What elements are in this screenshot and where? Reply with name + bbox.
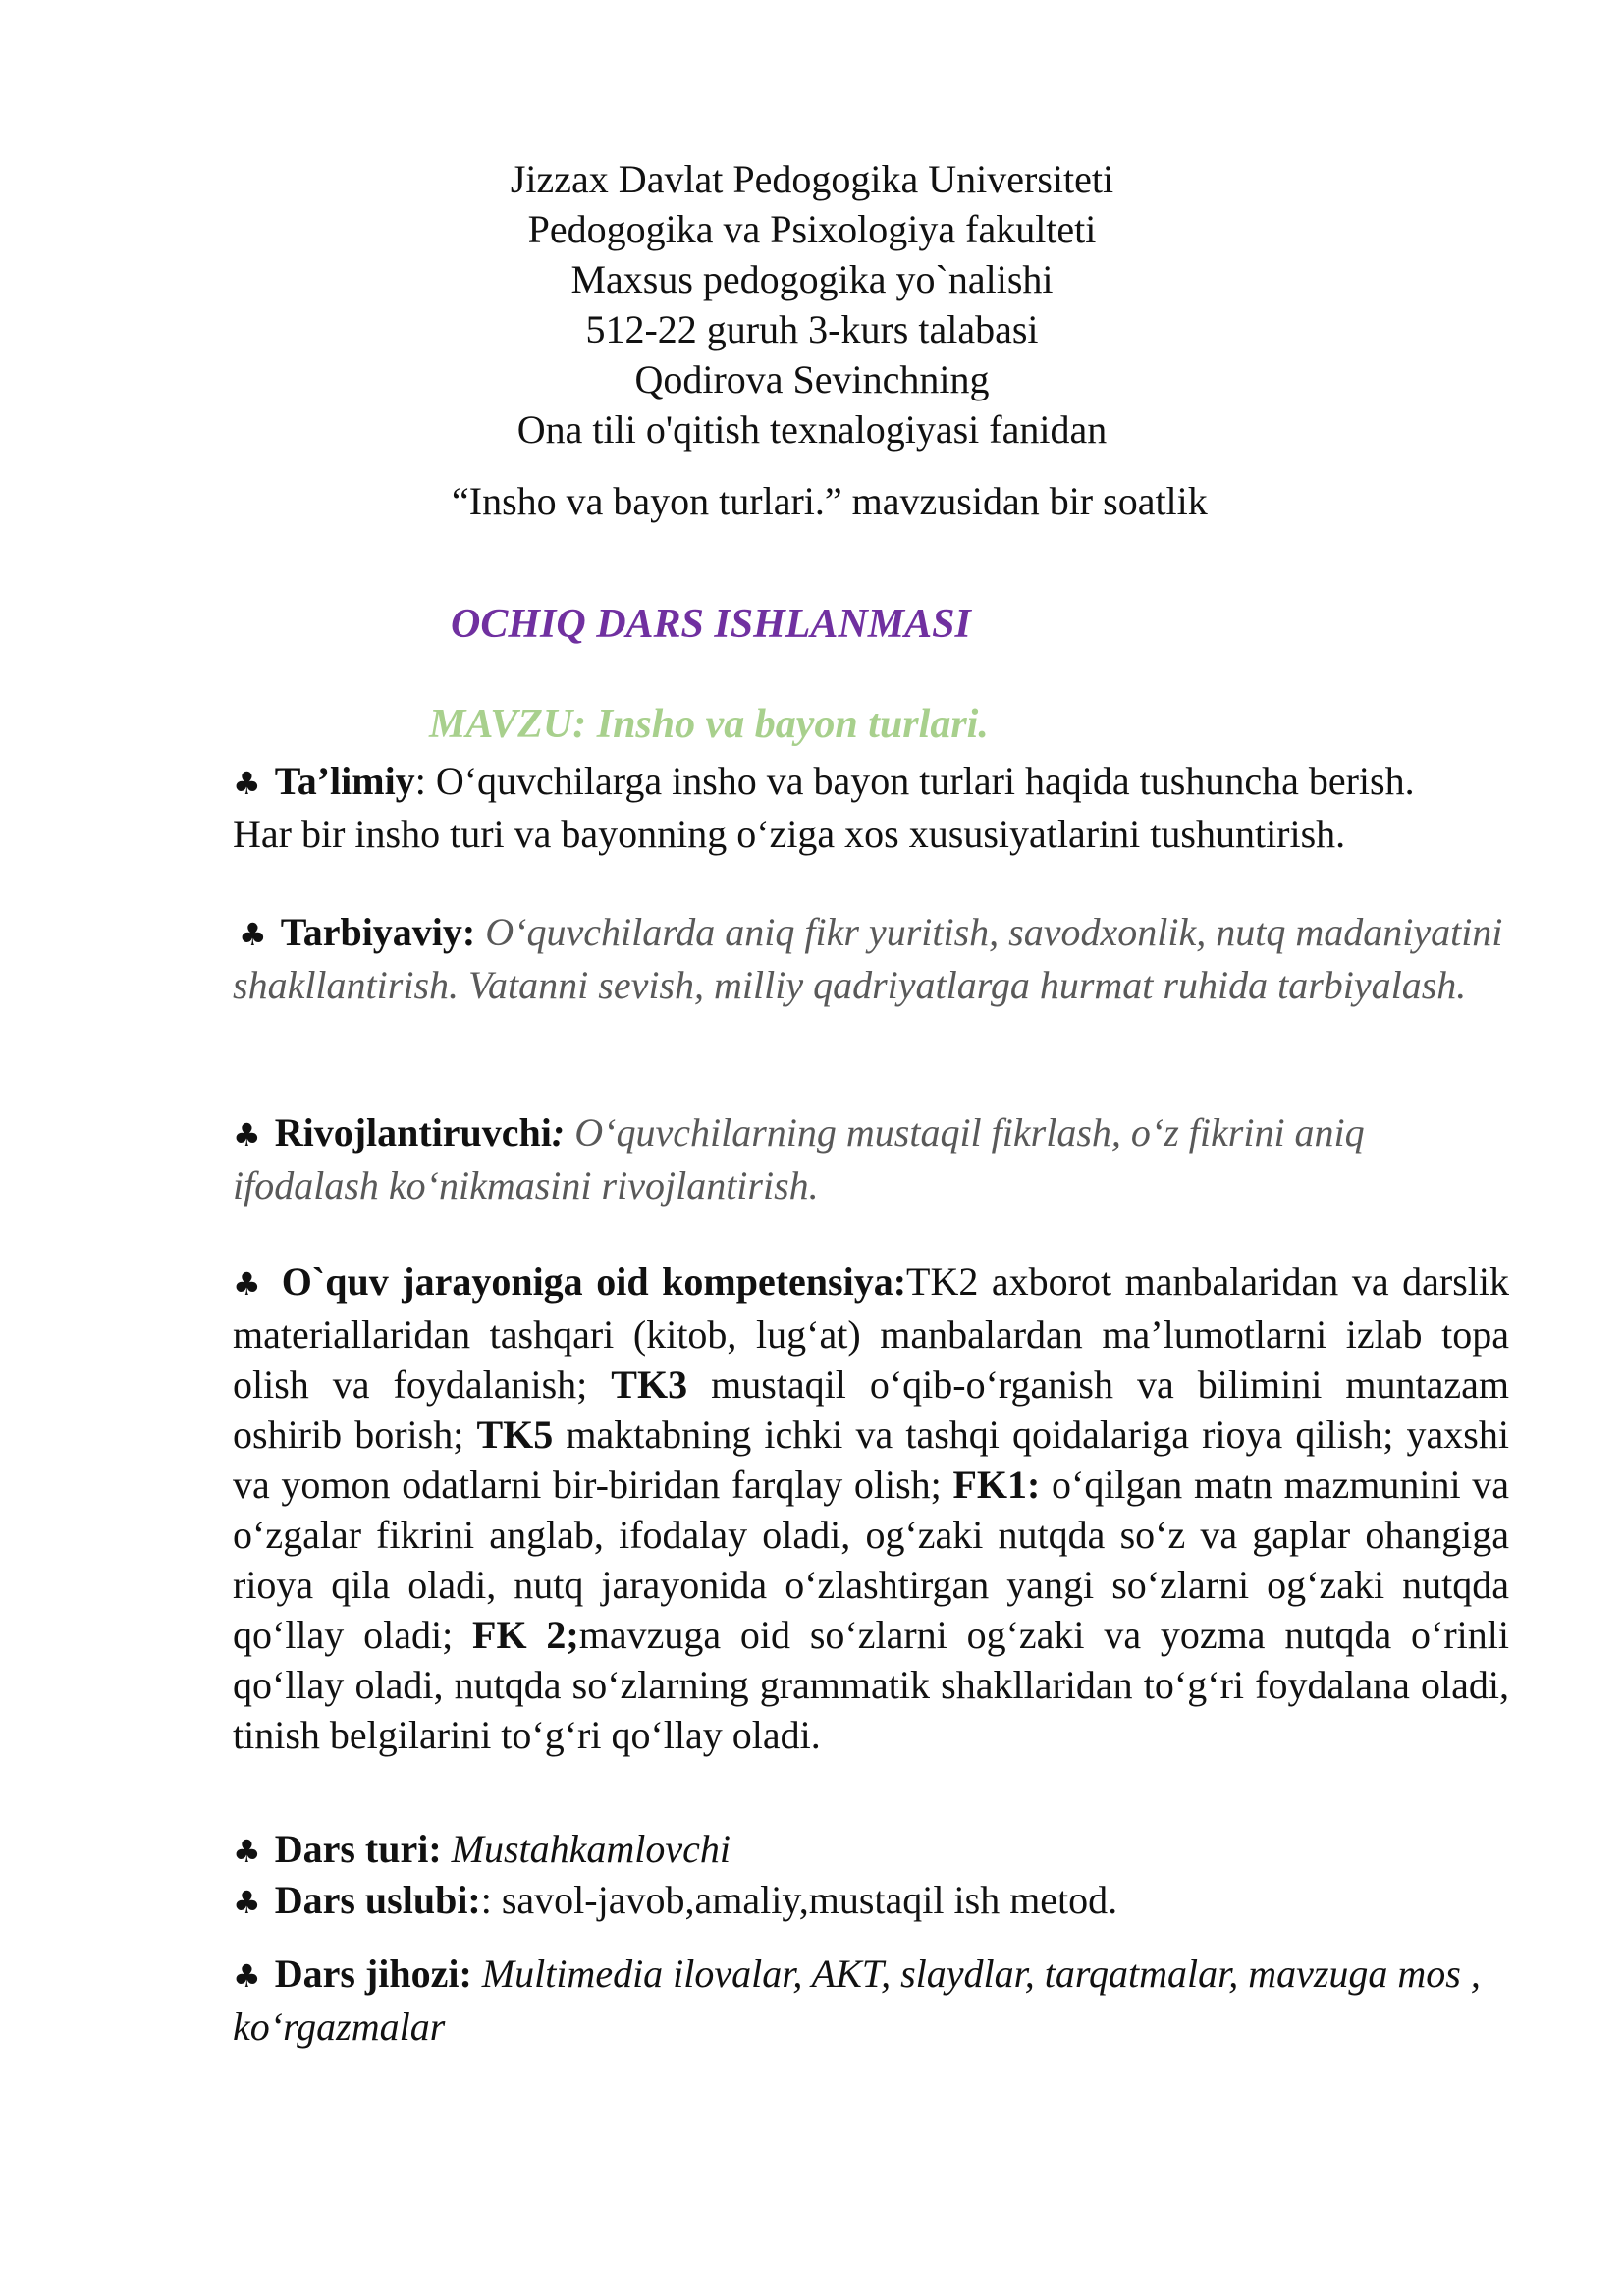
dars-jihozi-section xyxy=(233,1949,1509,2052)
kompetensiya-code: FK1: xyxy=(952,1463,1041,1507)
rivojlantiruvchi-text: O‘quvchilarning mustaqil fikrlash, o‘z fikrini aniq ifodalash ko‘nikmasini rivojlantirish. xyxy=(233,1110,1365,1207)
tarbiyaviy-text: O‘quvchilarda aniq fikr yuritish, savodxonlik, nutq madaniyatini shakllantirish. Vatanni sevish, milliy qadriyatlarga hurmat ruhida tarbiyalash. xyxy=(233,910,1503,1007)
header-line: Jizzax Davlat Pedogogika Universiteti xyxy=(510,157,1114,201)
rivojlantiruvchi-label: Rivojlantiruvchi xyxy=(274,1110,552,1154)
dars-uslubi-section xyxy=(233,1875,1509,1928)
topic-line: “Insho va bayon turlari.” mavzusidan bir soatlik xyxy=(452,479,1208,523)
kompetensiya-text: o‘qilgan matn mazmunini va o‘zgalar fikrini anglab, ifodalay oladi, og‘zaki nutqda so‘z va gaplar ohangiga rioya qila oladi, nutq jarayonida o‘zlashtirgan yangi so‘zlarni og‘zaki nutqda qo‘llay oladi; xyxy=(233,1463,1509,1657)
talimiy-label: Ta’limiy xyxy=(274,759,415,803)
kompetensiya-code: TK5 xyxy=(476,1413,554,1457)
rivojlantiruvchi-sep: : xyxy=(551,1110,566,1154)
mavzu-heading: MAVZU: Insho va bayon turlari. xyxy=(429,702,989,747)
header-line: Pedogogika va Psixologiya fakulteti xyxy=(527,207,1097,251)
kompetensiya-text: TK2 axborot manbalaridan va darslik materiallaridan tashqari (kitob, lug‘at) manbalardan ma’lumotlarni izlab topa olish va foydalanish; xyxy=(233,1259,1510,1407)
kompetensiya-text: maktabning ichki va tashqi qoidalariga rioya qilish; yaxshi va yomon odatlarni bir-biridan farqlay olish; xyxy=(233,1413,1509,1507)
talimiy-section xyxy=(233,756,1509,859)
header-line: Maxsus pedogogika yo`nalishi xyxy=(570,257,1054,301)
kompetensiya-text: mustaqil o‘qib-o‘rganish va bilimini muntazam oshirib borish; xyxy=(233,1362,1509,1457)
talimiy-sep: : xyxy=(414,759,426,803)
kompetensiya-code: FK 2; xyxy=(472,1613,579,1657)
header-line: Ona tili o'qitish texnalogiyasi fanidan xyxy=(516,407,1108,452)
kompetensiya-section xyxy=(233,1256,1509,1760)
club-icon: ♣ xyxy=(233,1116,261,1153)
tarbiyaviy-section xyxy=(233,907,1509,1010)
kompetensiya-label: O`quv jarayoniga oid kompetensiya: xyxy=(281,1259,907,1304)
document-title: OCHIQ DARS ISHLANMASI xyxy=(451,602,971,647)
dars-jihozi-label: Dars jihozi: xyxy=(274,1951,472,1996)
dars-turi-section xyxy=(233,1824,1509,1877)
dars-turi-label: Dars turi: xyxy=(274,1827,442,1871)
tarbiyaviy-label: Tarbiyaviy: xyxy=(280,910,476,954)
club-icon: ♣ xyxy=(233,1957,261,1995)
header-line: Qodirova Sevinchning xyxy=(634,357,990,401)
club-icon: ♣ xyxy=(233,1265,265,1303)
talimiy-extra: Har bir insho turi va bayonning o‘ziga xos xususiyatlarini tushuntirish. xyxy=(233,812,1346,856)
dars-uslubi-value: : savol-javob,amaliy,mustaqil ish metod. xyxy=(480,1878,1118,1922)
dars-uslubi-label: Dars uslubi: xyxy=(274,1878,481,1922)
talimiy-text: O‘quvchilarga insho va bayon turlari haqida tushuncha berish. xyxy=(425,759,1415,803)
club-icon: ♣ xyxy=(239,916,267,953)
club-icon: ♣ xyxy=(233,1884,261,1921)
header-block xyxy=(0,154,1624,454)
dars-turi-value: Mustahkamlovchi xyxy=(441,1827,731,1871)
kompetensiya-code: TK3 xyxy=(611,1362,688,1407)
club-icon: ♣ xyxy=(233,765,261,802)
rivojlantiruvchi-section xyxy=(233,1107,1509,1210)
kompetensiya-text: mavzuga oid so‘zlarni og‘zaki va yozma nutqda o‘rinli qo‘llay oladi, nutqda so‘zlarning grammatik shakllaridan to‘g‘ri foydalana oladi, tinish belgilarini to‘g‘ri qo‘llay oladi. xyxy=(233,1613,1509,1757)
header-line: 512-22 guruh 3-kurs talabasi xyxy=(585,307,1039,351)
dars-jihozi-value: Multimedia ilovalar, AKT, slaydlar, tarqatmalar, mavzuga mos , ko‘rgazmalar xyxy=(233,1951,1481,2049)
club-icon: ♣ xyxy=(233,1833,261,1870)
